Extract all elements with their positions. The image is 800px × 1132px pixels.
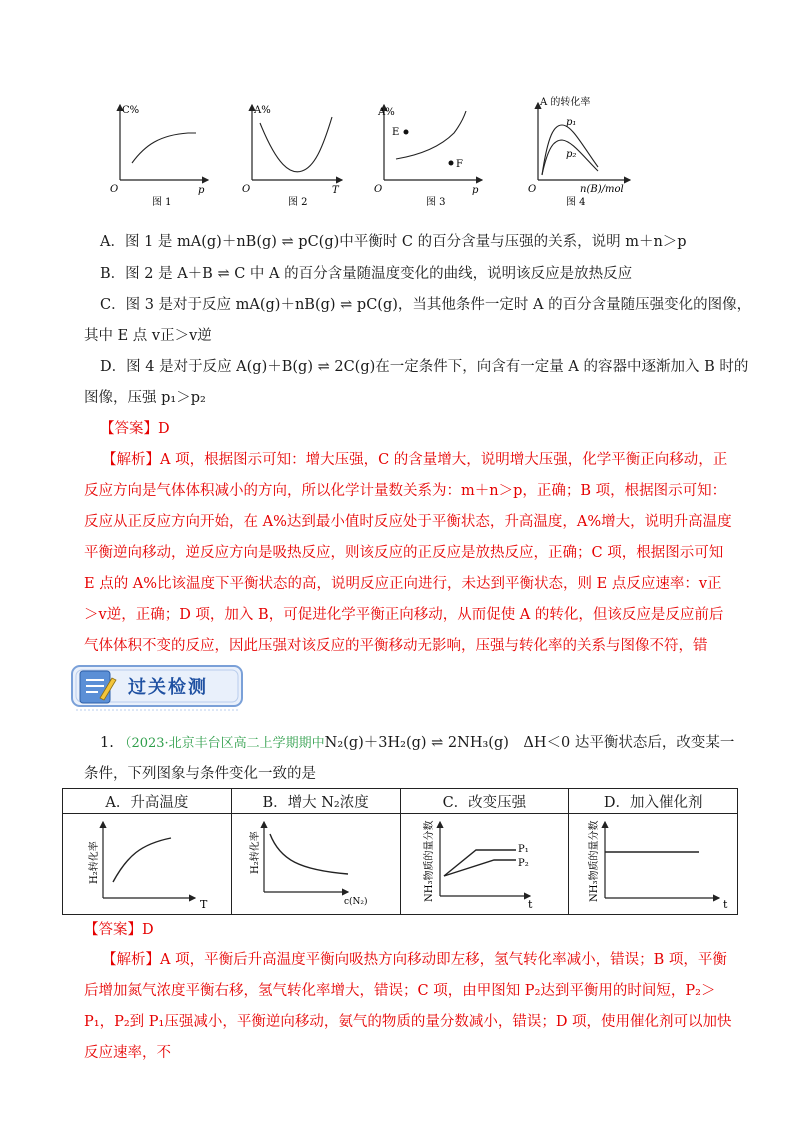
question-source: （2023·北京丰台区高二上学期期中 [118,736,325,751]
graph-c [404,814,564,910]
graph-a [67,814,227,910]
graph-d-xlabel: t [723,898,728,910]
answer-1: 【答案】D [100,421,170,437]
graph-b-cell [231,814,400,915]
point-f [449,161,454,166]
point-e [404,130,409,135]
graph-b-xlabel: c(N₂) [343,897,368,907]
header-d: D．加入催化剂 [569,789,738,814]
option-a: A．图 1 是 mA(g)＋nB(g) ⇌ pC(g)中平衡时 C 的百分含量与压强的关系，说明 m＋n＞p [100,234,687,250]
graph-a-cell [63,814,232,915]
question-stem-1: N₂(g)＋3H₂(g) ⇌ 2NH₃(g) ΔH＜0 达平衡状态后，改变某一 [324,735,735,751]
graph-c-p1: P₁ [518,844,530,855]
graph-c-p2: P₂ [518,858,530,869]
fig1-origin: O [110,184,119,195]
header-a: A．升高温度 [63,789,232,814]
option-c-line1: C．图 3 是对于反应 mA(g)＋nB(g) ⇌ pC(g)，当其他条件一定时 A 的百分含量随压强变化的图像， [100,297,752,313]
graph-d-cell [569,814,738,915]
fig1-xlabel: p [198,185,205,196]
fig3-xlabel: p [472,185,479,196]
fig1-caption: 图 1 [152,197,172,208]
fig4-p2-label: p₂ [566,149,577,160]
fig3-origin: O [374,184,383,195]
fig3-point-f-label: F [456,159,463,170]
fig4-xlabel: n(B)/mol [580,184,624,195]
analysis-2: 【解析】A 项，平衡后升高温度平衡向吸热方向移动即左移，氢气转化率减小，错误；B 项，平衡后增加氮气浓度平衡右移，氢气转化率增大，错误；C 项，由甲图知 P₂达到平衡用的时间短，P₂＞P₁，P₂到 P₁压强减小，平衡逆向移动，氨气的物质的量分数减小，错误；D 项，使用催化剂可以加快反应速率，不 [84,952,732,1061]
graph-a-ylabel: H₂转化率 [88,841,100,884]
graph-b [236,814,396,910]
option-c-line2: 其中 E 点 v正＞v逆 [84,328,212,344]
header-c: C．改变压强 [400,789,569,814]
graph-a-xlabel: T [199,898,208,910]
figure-4 [528,95,630,208]
header-b: B．增大 N₂浓度 [231,789,400,814]
figure-1 [110,105,208,208]
fig2-ylabel: A% [254,105,271,116]
fig4-ylabel: A 的转化率 [540,97,591,108]
graph-c-xlabel: t [528,898,533,910]
question-1-line2: 条件，下列图象与条件变化一致的是 [84,766,316,782]
question-1-line1 [100,733,735,754]
fig3-ylabel: A% [378,107,395,118]
fig1-ylabel: C% [122,105,140,116]
fig4-origin: O [528,184,537,195]
option-b: B．图 2 是 A＋B ⇌ C 中 A 的百分含量随温度变化的曲线，说明该反应是放热反应 [100,266,633,282]
question-number: 1. [100,735,114,751]
graph-d [573,814,733,910]
graph-c-ylabel: NH₃物质的量分数 [424,820,436,902]
answer-2: 【答案】D [84,922,154,938]
fig2-caption: 图 2 [288,197,308,208]
fig2-origin: O [242,184,251,195]
graph-d-ylabel: NH₃物质的量分数 [589,820,601,902]
fig4-p1-label: p₁ [566,117,577,128]
graph-c-cell [400,814,569,915]
graph-b-ylabel: H₂转化率 [249,831,261,874]
analysis-1: 【解析】A 项，根据图示可知：增大压强，C 的含量增大，说明增大压强，化学平衡正向移动，正反应方向是气体体积减小的方向，所以化学计量数关系为：m＋n＞p，正确；B 项，根据图示可知：反应从正反应方向开始，在 A%达到最小值时反应处于平衡状态，升高温度，A%增大，说明升高温度平衡逆向移动，逆反应方向是吸热反应，则该反应的正反应是放热反应，正确；C 项，根据图示可知 E 点的 A%比该温度下平衡状态的高，说明反应正向进行，未达到平衡状态，则 E 点反应速率：v正＞v逆，正确；D 项，加入 B，可促进化学平衡正向移动，从而促使 A 的转化，但该反应是反应前后气体体积不变的反应，因此压强对该反应的平衡移动无影响，压强与转化率的关系与图像不符，错 [84,452,732,654]
section-banner [70,662,246,712]
fig3-caption: 图 3 [426,197,446,208]
figure-3 [374,105,482,208]
fig4-caption: 图 4 [566,197,586,208]
banner-title: 过关检测 [128,677,208,698]
figure-row [100,95,660,210]
option-d-line1: D．图 4 是对于反应 A(g)＋B(g) ⇌ 2C(g)在一定条件下，向含有一定量 A 的容器中逐渐加入 B 时的 [100,359,749,375]
option-d-line2: 图像，压强 p₁＞p₂ [84,390,206,406]
fig3-point-e-label: E [392,127,400,138]
figure-2 [242,105,342,208]
fig2-xlabel: T [332,185,339,196]
options-table [62,788,738,915]
